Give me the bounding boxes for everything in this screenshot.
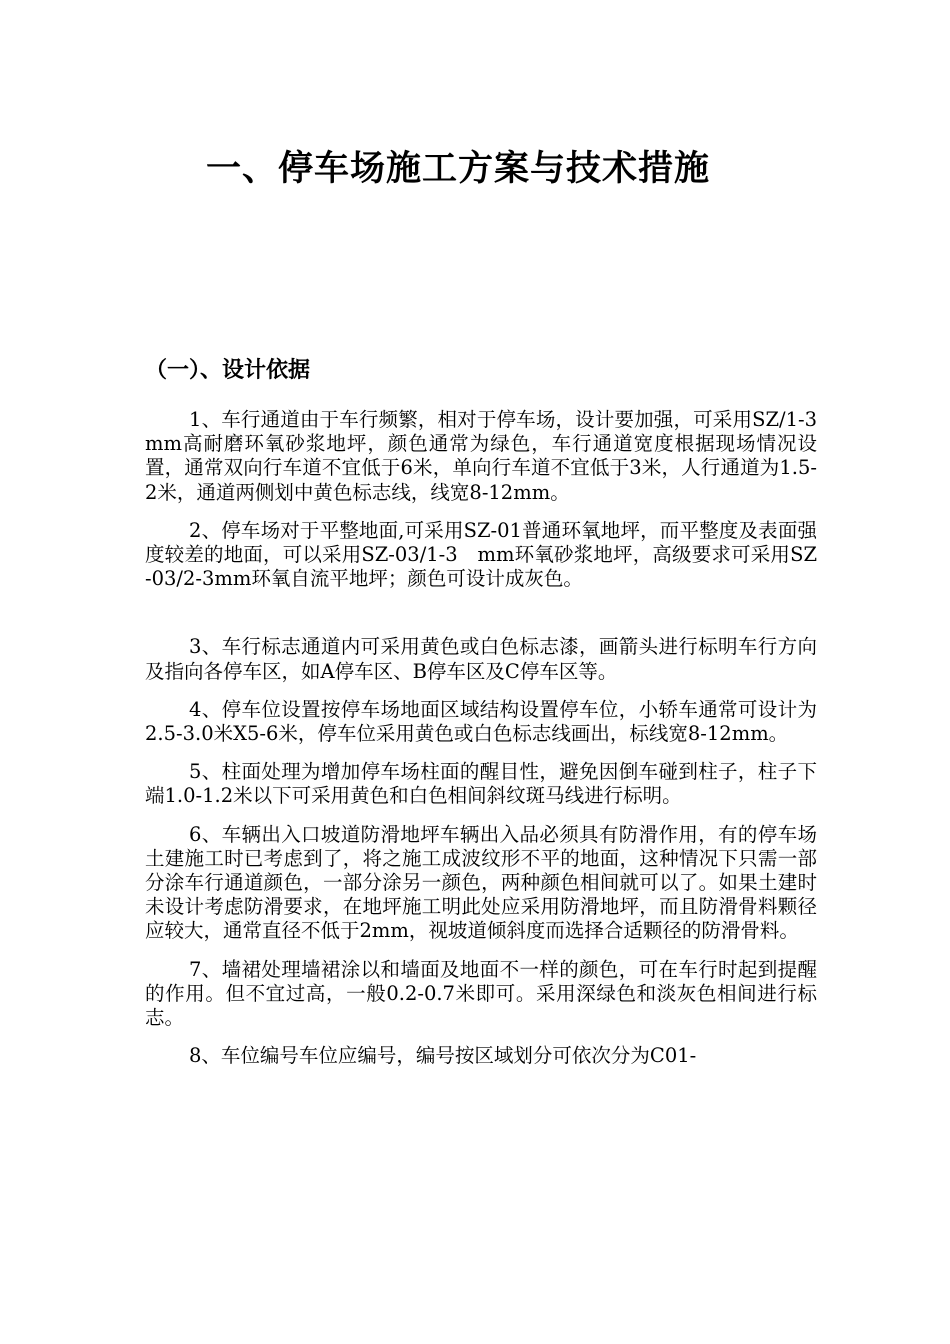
paragraph-5: 5、柱面处理为增加停车场柱面的醒目性，避免因倒车碰到柱子，柱子下端1.0-1.2米以下可采用黄色和白色相间斜纹斑马线进行标明。 — [145, 760, 817, 808]
paragraph-6: 6、车辆出入口坡道防滑地坪车辆出入品必须具有防滑作用，有的停车场土建施工时已考虑到了，将之施工成波纹形不平的地面，这种情况下只需一部分涂车行通道颜色，一部分涂另一颜色，两种颜色相间就可以了。如果土建时未设计考虑防滑要求，在地坪施工明此处应采用防滑地坪，而且防滑骨料颗径应较大，通常直径不低于2mm，视坡道倾斜度而选择合适颗径的防滑骨料。 — [145, 822, 817, 943]
paragraph-7: 7、墙裙处理墙裙涂以和墙面及地面不一样的颜色，可在车行时起到提醒的作用。但不宜过高，一般0.2-0.7米即可。采用深绿色和淡灰色相间进行标志。 — [145, 957, 817, 1030]
page-title: 一、停车场施工方案与技术措施 — [205, 149, 710, 189]
section-heading: （一）、设计依据 — [145, 358, 311, 383]
paragraph-2: 2、停车场对于平整地面,可采用SZ-01普通环氧地坪，而平整度及表面强度较差的地面，可以采用SZ-03/1-3 mm环氧砂浆地坪，高级要求可采用SZ-03/2-3mm环氧自流平地坪；颜色可设计成灰色。 — [145, 518, 817, 591]
section-body — [145, 408, 837, 1068]
paragraph-8: 8、车位编号车位应编号，编号按区域划分可依次分为C01- — [189, 1044, 697, 1068]
paragraph-1: 1、车行通道由于车行频繁，相对于停车场，设计要加强，可采用SZ/1-3 mm高耐磨环氧砂浆地坪，颜色通常为绿色，车行通道宽度根据现场情况设置，通常双向行车道不宜低于6米，单向行车道不宜低于3米，人行通道为1.5-2米，通道两侧划中黄色标志线，线宽8-12mm。 — [145, 408, 837, 504]
paragraph-4: 4、停车位设置按停车场地面区域结构设置停车位，小轿车通常可设计为2.5-3.0米X5-6米，停车位采用黄色或白色标志线画出，标线宽8-12mm。 — [145, 697, 817, 746]
paragraph-3: 3、车行标志通道内可采用黄色或白色标志漆，画箭头进行标明车行方向及指向各停车区，如A停车区、B停车区及C停车区等。 — [145, 635, 817, 683]
